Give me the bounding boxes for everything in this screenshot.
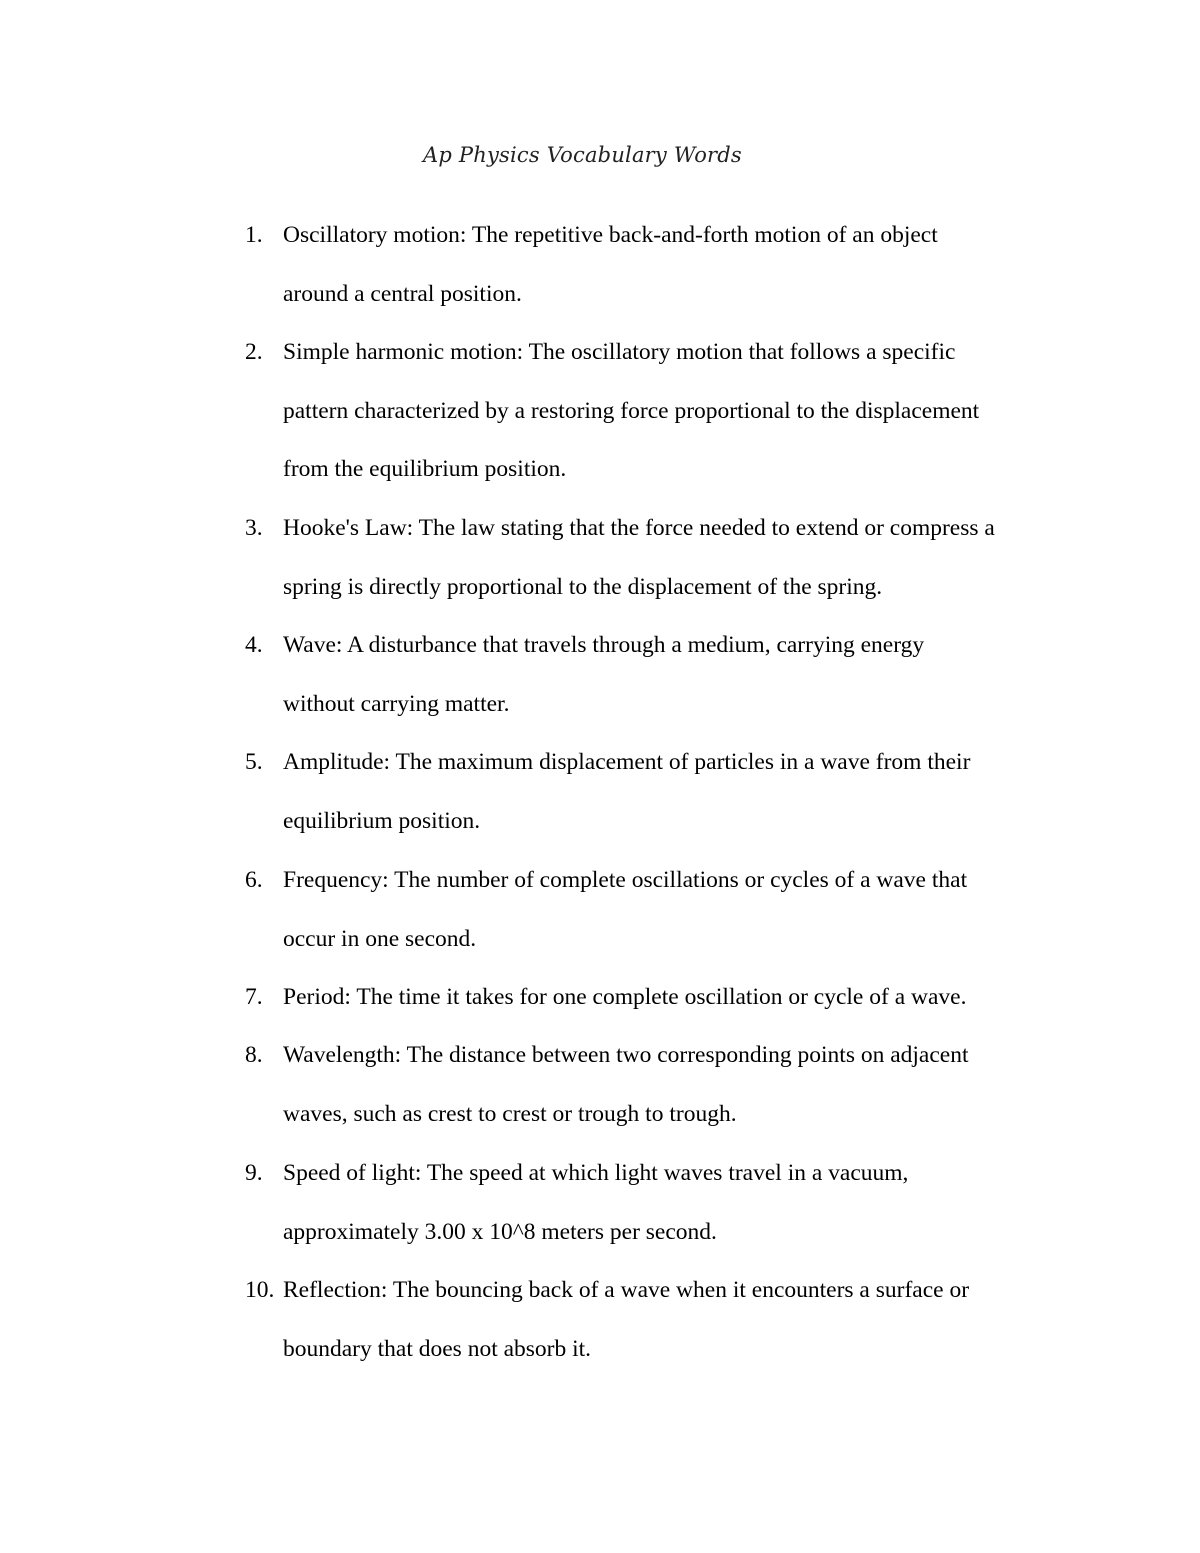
list-item-number: 8.: [245, 1042, 263, 1068]
list-item-definition: Frequency: The number of complete oscillations or cycles of a wave that: [283, 867, 968, 893]
document-title: Ap Physics Vocabulary Words: [423, 143, 742, 167]
list-item-definition-continued: from the equilibrium position.: [283, 456, 567, 482]
list-item-number: 3.: [245, 515, 263, 541]
list-item-definition: Wavelength: The distance between two corresponding points on adjacent: [283, 1042, 969, 1068]
list-item-definition: Hooke's Law: The law stating that the force needed to extend or compress a: [283, 515, 995, 541]
list-item-number: 5.: [245, 749, 263, 775]
list-item-definition-continued: approximately 3.00 x 10^8 meters per second.: [283, 1219, 717, 1245]
list-item-definition-continued: waves, such as crest to crest or trough to trough.: [283, 1101, 737, 1127]
list-item-definition: Simple harmonic motion: The oscillatory motion that follows a specific: [283, 339, 956, 365]
list-item-definition-continued: equilibrium position.: [283, 808, 481, 834]
list-item-definition: Wave: A disturbance that travels through a medium, carrying energy: [283, 632, 925, 658]
list-item-number: 9.: [245, 1160, 263, 1186]
list-item-definition-continued: occur in one second.: [283, 926, 477, 952]
list-item-number: 2.: [245, 339, 263, 365]
list-item-number: 4.: [245, 632, 263, 658]
list-item-definition: Period: The time it takes for one complete oscillation or cycle of a wave.: [283, 984, 967, 1010]
list-item-number: 7.: [245, 984, 263, 1010]
list-item-definition-continued: around a central position.: [283, 281, 522, 307]
list-item-definition-continued: boundary that does not absorb it.: [283, 1336, 592, 1362]
list-item-number: 1.: [245, 222, 263, 248]
list-item-definition-continued: spring is directly proportional to the displacement of the spring.: [283, 574, 883, 600]
list-item-number: 6.: [245, 867, 263, 893]
list-item-definition: Oscillatory motion: The repetitive back-and-forth motion of an object: [283, 222, 938, 248]
list-item-definition: Reflection: The bouncing back of a wave when it encounters a surface or: [283, 1277, 970, 1303]
list-item-definition-continued: without carrying matter.: [283, 691, 510, 717]
list-item-number: 10.: [245, 1277, 275, 1303]
list-item-definition-continued: pattern characterized by a restoring force proportional to the displacement: [283, 398, 980, 424]
list-item-definition: Amplitude: The maximum displacement of particles in a wave from their: [283, 749, 971, 775]
list-item-definition: Speed of light: The speed at which light waves travel in a vacuum,: [283, 1160, 909, 1186]
